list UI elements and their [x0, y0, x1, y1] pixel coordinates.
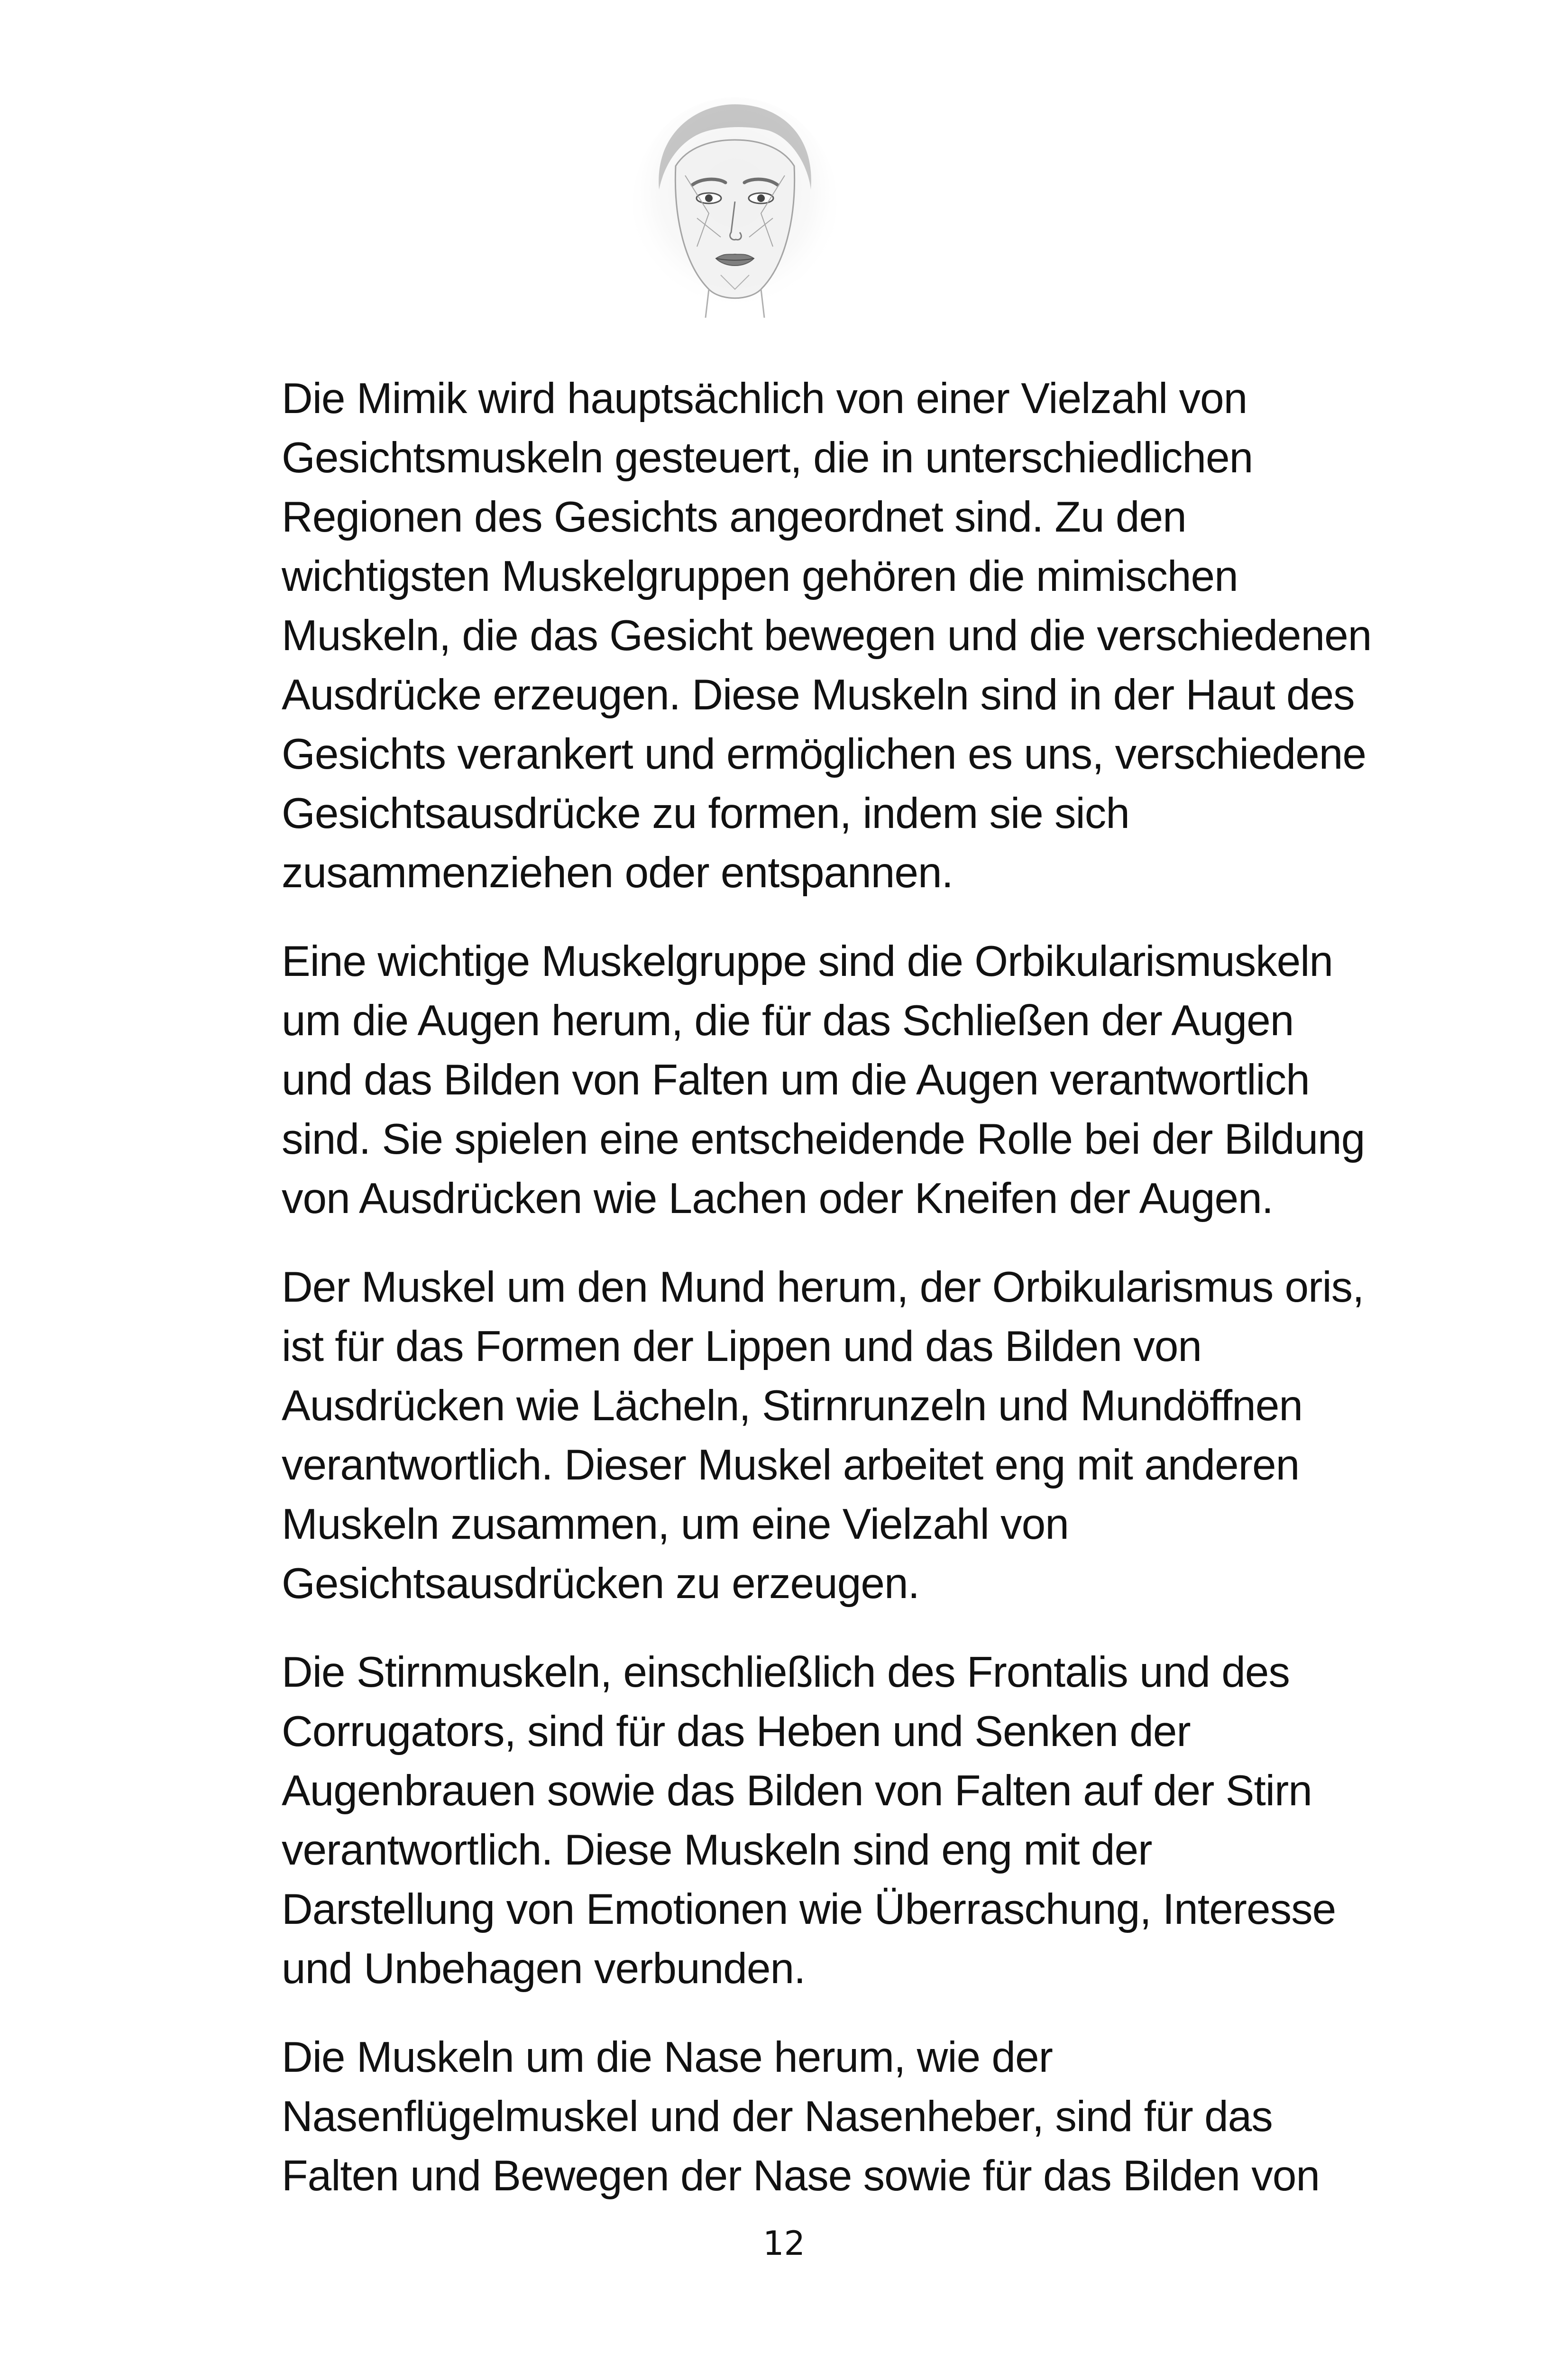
text-line: Nasenflügelmuskel und der Nasenheber, sind für das — [282, 2093, 1273, 2141]
face-sketch-icon — [626, 95, 844, 318]
text-line: Gesichtsausdrücken zu erzeugen. — [282, 1560, 919, 1608]
text-line: verantwortlich. Dieser Muskel arbeitet eng mit anderen — [282, 1441, 1300, 1489]
text-line: zusammenziehen oder entspannen. — [282, 849, 953, 897]
text-line: um die Augen herum, die für das Schließen der Augen — [282, 997, 1294, 1045]
text-line: Augenbrauen sowie das Bilden von Falten auf der Stirn — [282, 1767, 1312, 1815]
text-line: Gesichtsmuskeln gesteuert, die in unterschiedlichen — [282, 434, 1253, 482]
text-line: wichtigsten Muskelgruppen gehören die mimischen — [282, 552, 1238, 600]
text-line: Regionen des Gesichts angeordnet sind. Zu den — [282, 493, 1186, 541]
text-line: verantwortlich. Diese Muskeln sind eng mit der — [282, 1826, 1152, 1874]
text-line: von Ausdrücken wie Lachen oder Kneifen der Augen. — [282, 1175, 1274, 1222]
text-line: Muskeln zusammen, um eine Vielzahl von — [282, 1500, 1069, 1548]
page-number: 12 — [762, 2224, 806, 2263]
text-line: Falten und Bewegen der Nase sowie für das Bilden von — [282, 2152, 1320, 2200]
paragraph — [282, 932, 1365, 1228]
text-line: Ausdrücken wie Lächeln, Stirnrunzeln und Mundöffnen — [282, 1382, 1302, 1430]
text-line: ist für das Formen der Lippen und das Bilden von — [282, 1323, 1202, 1370]
text-line: Eine wichtige Muskelgruppe sind die Orbikularismuskeln — [282, 937, 1333, 985]
text-line: Die Mimik wird hauptsächlich von einer Vielzahl von — [282, 375, 1247, 423]
text-line: sind. Sie spielen eine entscheidende Rolle bei der Bildung — [282, 1115, 1365, 1163]
text-line: Der Muskel um den Mund herum, der Orbikularismus oris, — [282, 1263, 1364, 1311]
body-text — [282, 369, 1372, 2235]
paragraph — [282, 1258, 1364, 1613]
text-line: Muskeln, die das Gesicht bewegen und die verschiedenen — [282, 612, 1372, 660]
paragraph — [282, 369, 1372, 902]
text-line: und Unbehagen verbunden. — [282, 1945, 806, 1993]
text-line: und das Bilden von Falten um die Augen verantwortlich — [282, 1056, 1310, 1104]
text-line: Gesichtsausdrücke zu formen, indem sie sich — [282, 790, 1129, 837]
text-line: Darstellung von Emotionen wie Überraschung, Interesse — [282, 1885, 1336, 1933]
text-line: Ausdrücke erzeugen. Diese Muskeln sind in der Haut des — [282, 671, 1355, 719]
text-line: Die Stirnmuskeln, einschließlich des Frontalis und des — [282, 1648, 1290, 1696]
text-line: Corrugators, sind für das Heben und Senken der — [282, 1708, 1191, 1755]
text-line: Die Muskeln um die Nase herum, wie der — [282, 2033, 1053, 2081]
paragraph — [282, 1643, 1336, 1998]
paragraph — [282, 2028, 1320, 2206]
text-line: Gesichts verankert und ermöglichen es uns, verschiedene — [282, 730, 1366, 778]
